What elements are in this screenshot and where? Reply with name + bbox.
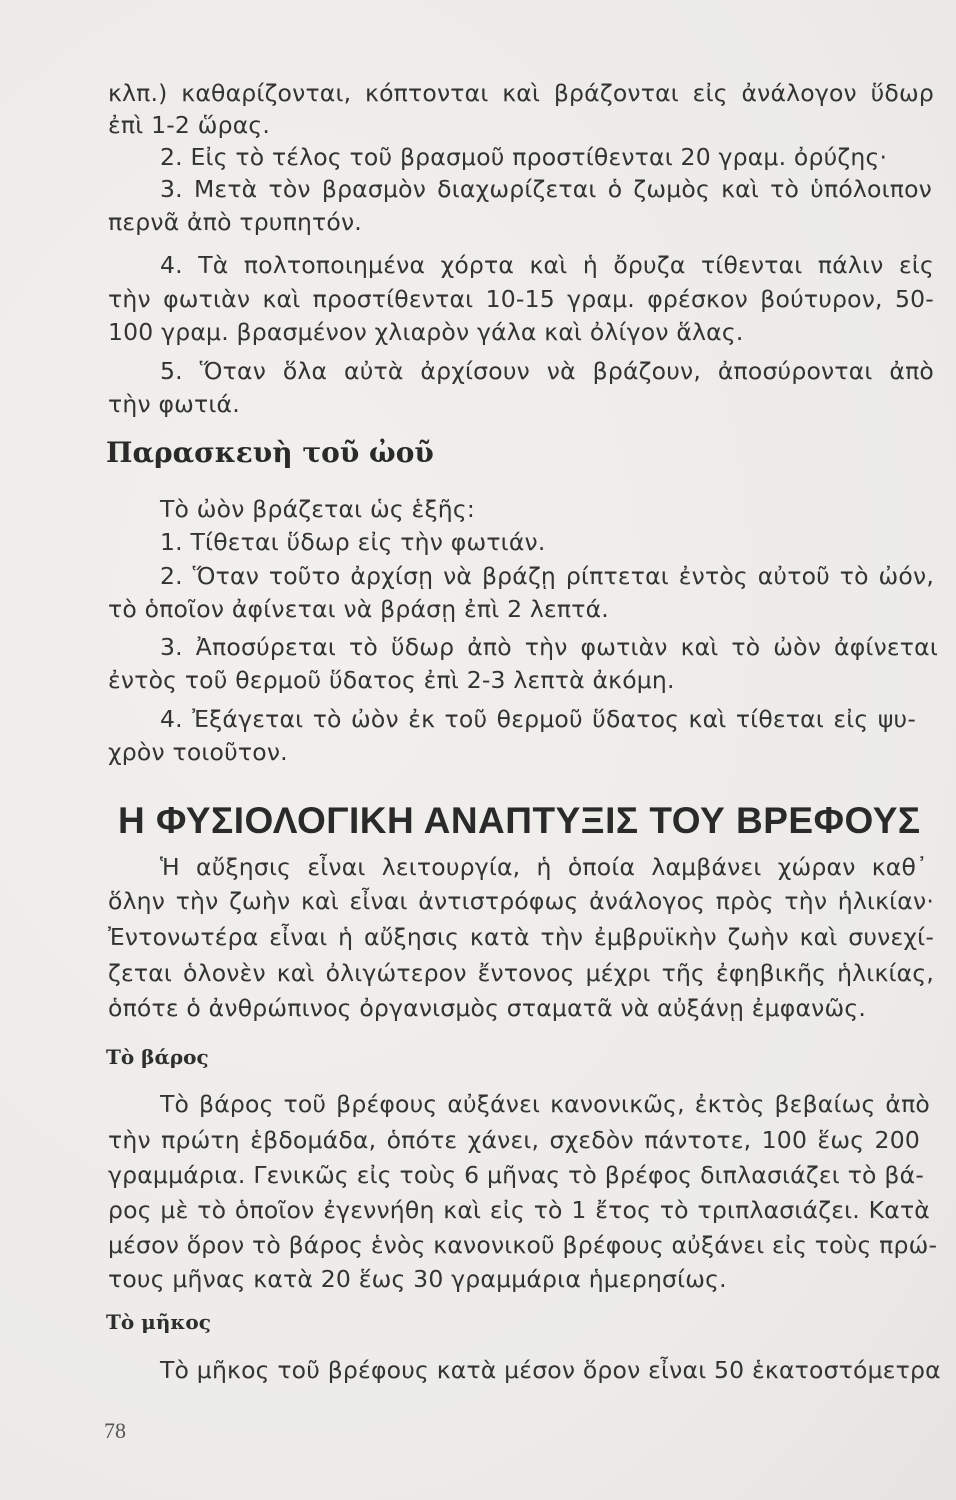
text-line: Τὸ ὠὸν βράζεται ὡς ἑξῆς: <box>160 495 475 523</box>
text-line: 5. Ὅταν ὅλα αὐτὰ ἀρχίσουν νὰ βράζουν, ἀποσύρονται ἀπὸ <box>160 357 934 385</box>
text-line: 3. Ἀποσύρεται τὸ ὕδωρ ἀπὸ τὴν φωτιὰν καὶ τὸ ὠὸν ἀφίνεται <box>160 633 938 661</box>
text-line: 1. Τίθεται ὕδωρ εἰς τὴν φωτιάν. <box>160 528 546 556</box>
text-line: τὴν φωτιά. <box>108 390 240 418</box>
subsection-title-weight: Τὸ βάρος <box>106 1045 209 1069</box>
text-line: 4. Ἐξάγεται τὸ ὠὸν ἐκ τοῦ θερμοῦ ὕδατος καὶ τίθεται εἰς ψυ- <box>160 705 916 733</box>
text-line: τους μῆνας κατὰ 20 ἕως 30 γραμμάρια ἡμερησίως. <box>108 1265 727 1293</box>
text-line: 2. Ὅταν τοῦτο ἀρχίσῃ νὰ βράζῃ ρίπτεται ἐντὸς αὐτοῦ τὸ ὠόν, <box>160 562 934 590</box>
text-line: Ἡ αὔξησις εἶναι λειτουργία, ἡ ὁποία λαμβάνει χώραν καθ᾽ <box>160 853 928 881</box>
section-title-egg: Παρασκευὴ τοῦ ὠοῦ <box>106 436 434 469</box>
text-line: ἐντὸς τοῦ θερμοῦ ὕδατος ἐπὶ 2-3 λεπτὰ ἀκόμη. <box>108 666 675 694</box>
subsection-title-length: Τὸ μῆκος <box>106 1310 211 1334</box>
text-line: ζεται ὁλονὲν καὶ ὀλιγώτερον ἔντονος μέχρι τῆς ἐφηβικῆς ἡλικίας, <box>108 959 934 987</box>
text-line: ὁπότε ὁ ἀνθρώπινος ὀργανισμὸς σταματᾶ νὰ αὐξάνῃ ἐμφανῶς. <box>108 994 867 1022</box>
text-line: κλπ.) καθαρίζονται, κόπτονται καὶ βράζονται εἰς ἀνάλογον ὕδωρ <box>108 79 934 107</box>
text-line: 3. Μετὰ τὸν βρασμὸν διαχωρίζεται ὁ ζωμὸς καὶ τὸ ὑπόλοιπον <box>160 175 932 203</box>
text-line: 2. Εἰς τὸ τέλος τοῦ βρασμοῦ προστίθενται 20 γραμ. ὀρύζης· <box>160 143 888 171</box>
text-line: 4. Τὰ πολτοποιημένα χόρτα καὶ ἡ ὄρυζα τίθενται πάλιν εἰς <box>160 251 934 279</box>
text-line: τὸ ὁποῖον ἀφίνεται νὰ βράσῃ ἐπὶ 2 λεπτά. <box>108 595 609 623</box>
text-line: περνᾶ ἀπὸ τρυπητόν. <box>108 208 362 236</box>
text-line: μέσον ὅρον τὸ βάρος ἑνὸς κανονικοῦ βρέφους αὐξάνει εἰς τοὺς πρώ- <box>108 1231 938 1259</box>
text-line: χρὸν τοιοῦτον. <box>108 738 288 766</box>
chapter-title: Η ΦΥΣΙΟΛΟΓΙΚΗ ΑΝΑΠΤΥΞΙΣ ΤΟΥ ΒΡΕΦΟΥΣ <box>118 800 921 841</box>
text-line: τὴν φωτιὰν καὶ προστίθενται 10-15 γραμ. φρέσκον βούτυρον, 50- <box>108 285 934 313</box>
page-number: 78 <box>104 1418 126 1443</box>
text-line: ἐπὶ 1-2 ὥρας. <box>108 111 271 139</box>
text-line: ρος μὲ τὸ ὁποῖον ἐγεννήθη καὶ εἰς τὸ 1 ἔτος τὸ τριπλασιάζει. Κατὰ <box>108 1196 930 1224</box>
text-line: Τὸ βάρος τοῦ βρέφους αὐξάνει κανονικῶς, ἐκτὸς βεβαίως ἀπὸ <box>160 1090 930 1118</box>
text-line: Ἐντονωτέρα εἶναι ἡ αὔξησις κατὰ τὴν ἐμβρυϊκὴν ζωὴν καὶ συνεχί- <box>108 923 934 951</box>
text-line: Τὸ μῆκος τοῦ βρέφους κατὰ μέσον ὅρον εἶναι 50 ἑκατοστόμετρα <box>160 1356 941 1384</box>
text-line: ὅλην τὴν ζωὴν καὶ εἶναι ἀντιστρόφως ἀνάλογος πρὸς τὴν ἡλικίαν· <box>108 887 934 915</box>
text-line: γραμμάρια. Γενικῶς εἰς τοὺς 6 μῆνας τὸ βρέφος διπλασιάζει τὸ βά- <box>108 1161 924 1189</box>
text-line: 100 γραμ. βρασμένον χλιαρὸν γάλα καὶ ὀλίγον ἅλας. <box>108 318 744 346</box>
text-line: τὴν πρώτη ἑβδομάδα, ὁπότε χάνει, σχεδὸν πάντοτε, 100 ἕως 200 <box>108 1126 920 1154</box>
